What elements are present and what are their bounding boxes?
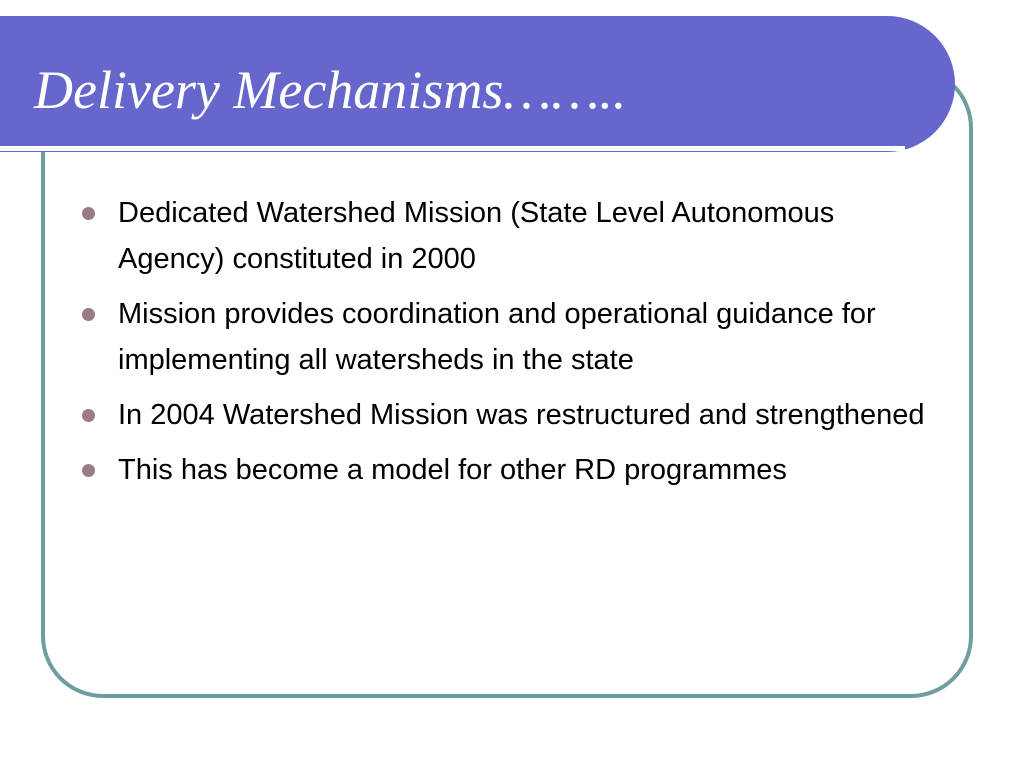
bullet-item <box>80 392 940 438</box>
bullet-item <box>80 291 940 383</box>
title-bar <box>0 16 955 152</box>
title-underline <box>0 146 905 151</box>
bullet-dot-icon <box>82 464 95 477</box>
bullet-text: In 2004 Watershed Mission was restructured and strengthened <box>118 399 925 431</box>
bullet-dot-icon <box>82 409 95 422</box>
bullet-text: Dedicated Watershed Mission (State Level Autonomous Agency) constituted in 2000 <box>118 197 835 275</box>
bullet-dot-icon <box>82 308 95 321</box>
bullet-item <box>80 447 940 493</box>
bullet-list <box>80 190 940 502</box>
slide-title: Delivery Mechanisms…….. <box>34 60 627 120</box>
bullet-text: This has become a model for other RD programmes <box>118 454 787 486</box>
bullet-dot-icon <box>82 207 95 220</box>
bullet-item <box>80 190 940 282</box>
bullet-text: Mission provides coordination and operational guidance for implementing all watersheds in the state <box>118 298 876 376</box>
